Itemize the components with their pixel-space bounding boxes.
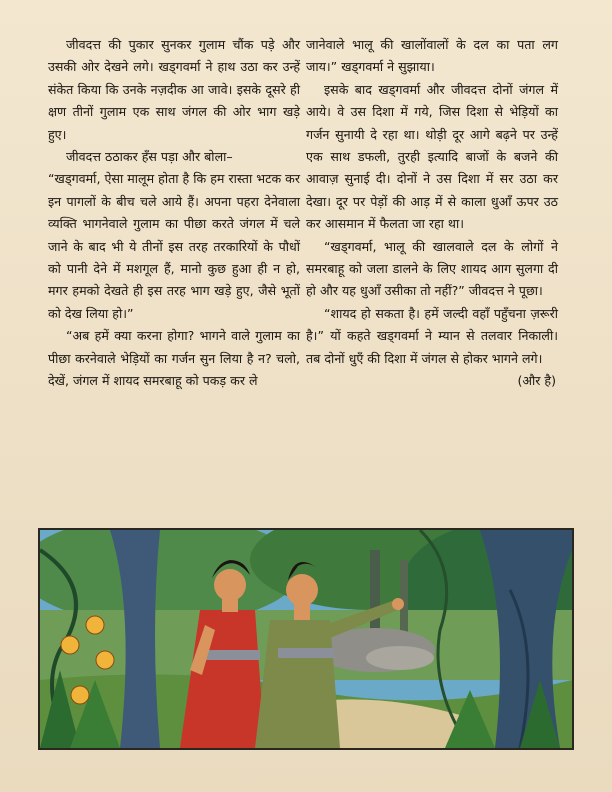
paragraph: “खड्गवर्मा, भालू की खालवाले दल के लोगों ने समरबाहू को जला डालने के लिए शायद आग सुलगा दी हो और यह धुआँ उसीका तो नहीं?” जीवदत्त ने पूछा। <box>306 238 558 299</box>
paragraph: जानेवाले भालू की खालोंवालों के दल का पता लग जाय।” खड्गवर्मा ने सुझाया। <box>306 37 558 75</box>
paragraph: जीवदत्त की पुकार सुनकर गुलाम चौंक पड़े और उसकी ओर देखने लगे। खड्गवर्मा ने हाथ उठा कर उन्हें संकेत किया कि उनके नज़दीक आ जावे। इसके दूसरे ही क्षण तीनों गुलाम एक साथ जंगल की ओर भाग खड़े हुए। <box>48 37 300 142</box>
text-column-left <box>48 34 300 393</box>
text-column-right <box>306 34 558 393</box>
forest-illustration <box>38 528 574 750</box>
paragraph: “शायद हो सकता है। हमें जल्दी वहाँ पहुँचना ज़रूरी है।” यों कहते खड्गवर्मा ने म्यान से तलवार निकाली। तब दोनों धुएँ की दिशा में जंगल से होकर भागने लगे। <box>306 305 558 366</box>
paragraph: “अब हमें क्या करना होगा? भागने वाले गुलाम का पीछा करनेवाले भेड़ियों का गर्जन सुन लिया है न? चलो, देखें, जंगल में शायद समरबाहू को पकड़ कर ले <box>48 328 300 389</box>
continued-label: (और है) <box>517 373 556 389</box>
boulder-highlight <box>366 646 434 670</box>
forest-scene-svg <box>40 530 572 748</box>
paragraph: जीवदत्त ठठाकर हँस पड़ा और बोला– <box>66 149 233 165</box>
paragraph: इसके बाद खड्गवर्मा और जीवदत्त दोनों जंगल में आये। वे उस दिशा में गये, जिस दिशा से भेड़ियों का गर्जन सुनायी दे रहा था। थोड़ी दूर आगे बढ़ने पर उन्हें एक साथ डफली, तुरही इत्यादि बाजों के बजने की आवाज़ सुनाई दी। दोनों ने उस दिशा में सर उठा कर देखा। दूर पर पेड़ों की आड़ में से काला धुआँ ऊपर उठ कर आसमान में फैलता जा रहा था। <box>306 81 558 232</box>
paragraph: “खड्गवर्मा, ऐसा मालूम होता है कि हम रास्ता भटक कर इन पागलों के बीच चले आये हैं। अपना पहरा देनेवाला व्यक्ति भागनेवाले गुलाम का पीछा करते जंगल में चले जाने के बाद भी ये तीनों इस तरह तरकारियों के पौधों को पानी देने में मशगूल हैं, मानो कुछ हुआ ही न हो, मगर हमको देखते ही इस तरह भाग खड़े हुए, जैसे भूतों को देख लिया हो।” <box>48 171 300 321</box>
